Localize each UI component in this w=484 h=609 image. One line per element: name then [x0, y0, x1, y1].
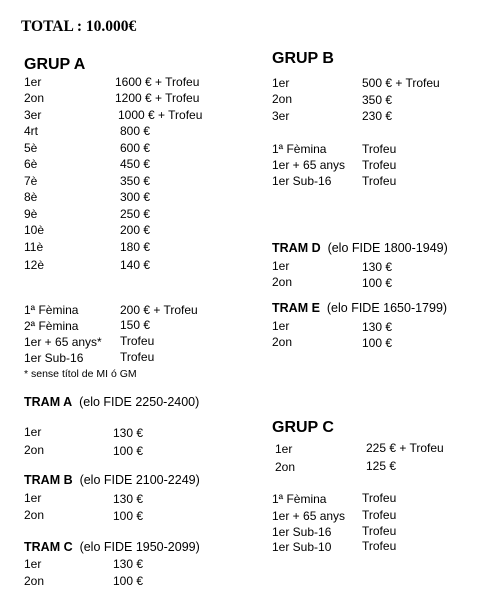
grup-a-place: 9è — [24, 207, 38, 221]
tram-range: (elo FIDE 2250-2400) — [79, 395, 200, 409]
grup-b-special-place: 1ª Fèmina — [272, 142, 327, 156]
grup-b-special-amount: Trofeu — [362, 142, 397, 156]
grup-b-heading: GRUP B — [272, 50, 334, 67]
tram-amount: 100 € — [362, 276, 393, 290]
tram-amount: 130 € — [362, 260, 393, 274]
grup-a-special-place: 1ª Fèmina — [24, 303, 79, 317]
tram-place: 1er — [24, 491, 42, 505]
grup-b-special-place: 1er Sub-16 — [272, 174, 332, 188]
tram-amount: 130 € — [113, 492, 144, 506]
tram-place: 2on — [24, 443, 45, 457]
grup-a-place: 12è — [24, 258, 45, 272]
tram-place: 1er — [272, 259, 290, 273]
grup-c-special-place: 1ª Fèmina — [272, 492, 327, 506]
grup-a-special-amount: 150 € — [120, 318, 151, 332]
tram-amount: 100 € — [113, 444, 144, 458]
tram-amount: 130 € — [362, 320, 393, 334]
tram-place: 2on — [272, 275, 293, 289]
tram-c-heading — [24, 540, 200, 554]
grup-a-heading: GRUP A — [24, 56, 86, 73]
grup-a-place: 1er — [24, 75, 42, 89]
grup-c-amount: 225 € + Trofeu — [366, 441, 444, 455]
tram-place: 2on — [24, 574, 45, 588]
grup-b-amount: 350 € — [362, 93, 393, 107]
grup-c-place: 1er — [275, 442, 293, 456]
tram-b-heading — [24, 473, 200, 487]
tram-place: 1er — [24, 425, 42, 439]
grup-a-place: 5è — [24, 141, 38, 155]
tram-range: (elo FIDE 1650-1799) — [326, 301, 448, 315]
grup-a-amount: 1600 € + Trofeu — [115, 75, 200, 89]
grup-a-special-amount: Trofeu — [120, 350, 155, 364]
tram-amount: 130 € — [113, 557, 144, 571]
tram-name: TRAM D — [272, 241, 321, 255]
tram-place: 2on — [272, 335, 293, 349]
grup-a-amount: 300 € — [120, 190, 151, 204]
tram-range: (elo FIDE 1950-2099) — [79, 540, 200, 554]
tram-a-heading — [24, 395, 199, 409]
tram-place: 2on — [24, 508, 45, 522]
grup-a-amount: 600 € — [120, 141, 151, 155]
grup-b-place: 3er — [272, 109, 290, 123]
tram-range: (elo FIDE 2100-2249) — [79, 473, 200, 487]
tram-e-heading — [272, 301, 447, 315]
grup-a-amount: 140 € — [120, 258, 151, 272]
tram-name: TRAM E — [272, 301, 320, 315]
grup-a-amount: 200 € — [120, 223, 151, 237]
tram-amount: 100 € — [113, 509, 144, 523]
grup-a-special-place: 1er Sub-16 — [24, 351, 84, 365]
grup-b-special-amount: Trofeu — [362, 174, 397, 188]
tram-place: 1er — [24, 557, 42, 571]
tram-amount: 130 € — [113, 426, 144, 440]
grup-c-special-place: 1er Sub-10 — [272, 540, 332, 554]
tram-amount: 100 € — [113, 574, 144, 588]
grup-b-place: 2on — [272, 92, 293, 106]
grup-a-amount: 180 € — [120, 240, 151, 254]
grup-a-place: 4rt — [24, 124, 39, 138]
tram-name: TRAM B — [24, 473, 73, 487]
grup-b-place: 1er — [272, 76, 290, 90]
tram-range: (elo FIDE 1800-1949) — [327, 241, 448, 255]
grup-b-amount: 500 € + Trofeu — [362, 76, 440, 90]
grup-a-place: 8è — [24, 190, 38, 204]
tram-name: TRAM A — [24, 395, 73, 409]
grup-a-special-amount: Trofeu — [120, 334, 155, 348]
tram-place: 1er — [272, 319, 290, 333]
grup-a-amount: 800 € — [120, 124, 151, 138]
grup-a-special-place: 1er + 65 anys* — [24, 335, 102, 349]
grup-a-special-amount: 200 € + Trofeu — [120, 303, 198, 317]
grup-c-special-amount: Trofeu — [362, 524, 397, 538]
grup-a-place: 7è — [24, 174, 38, 188]
grup-a-place: 3er — [24, 108, 42, 122]
grup-c-place: 2on — [275, 460, 296, 474]
tram-amount: 100 € — [362, 336, 393, 350]
grup-b-special-place: 1er + 65 anys — [272, 158, 346, 172]
grup-b-amount: 230 € — [362, 109, 393, 123]
footnote: * sense títol de MI ó GM — [24, 368, 137, 380]
grup-a-special-place: 2ª Fèmina — [24, 319, 79, 333]
grup-a-amount: 450 € — [120, 157, 151, 171]
tram-name: TRAM C — [24, 540, 73, 554]
grup-c-heading: GRUP C — [272, 419, 334, 436]
grup-a-amount: 250 € — [120, 207, 151, 221]
grup-a-place: 10è — [24, 223, 45, 237]
grup-c-special-place: 1er + 65 anys — [272, 509, 346, 523]
grup-a-amount: 350 € — [120, 174, 151, 188]
grup-c-amount: 125 € — [366, 459, 397, 473]
grup-a-amount: 1200 € + Trofeu — [115, 91, 200, 105]
grup-a-amount: 1000 € + Trofeu — [118, 108, 203, 122]
grup-c-special-amount: Trofeu — [362, 491, 397, 505]
grup-b-special-amount: Trofeu — [362, 158, 397, 172]
grup-c-special-amount: Trofeu — [362, 508, 397, 522]
grup-a-place: 11è — [24, 240, 44, 254]
tram-d-heading — [272, 241, 448, 255]
grup-a-place: 2on — [24, 91, 45, 105]
total-heading: TOTAL : 10.000€ — [21, 18, 137, 35]
grup-c-special-amount: Trofeu — [362, 539, 397, 553]
grup-a-place: 6è — [24, 157, 38, 171]
grup-c-special-place: 1er Sub-16 — [272, 525, 332, 539]
